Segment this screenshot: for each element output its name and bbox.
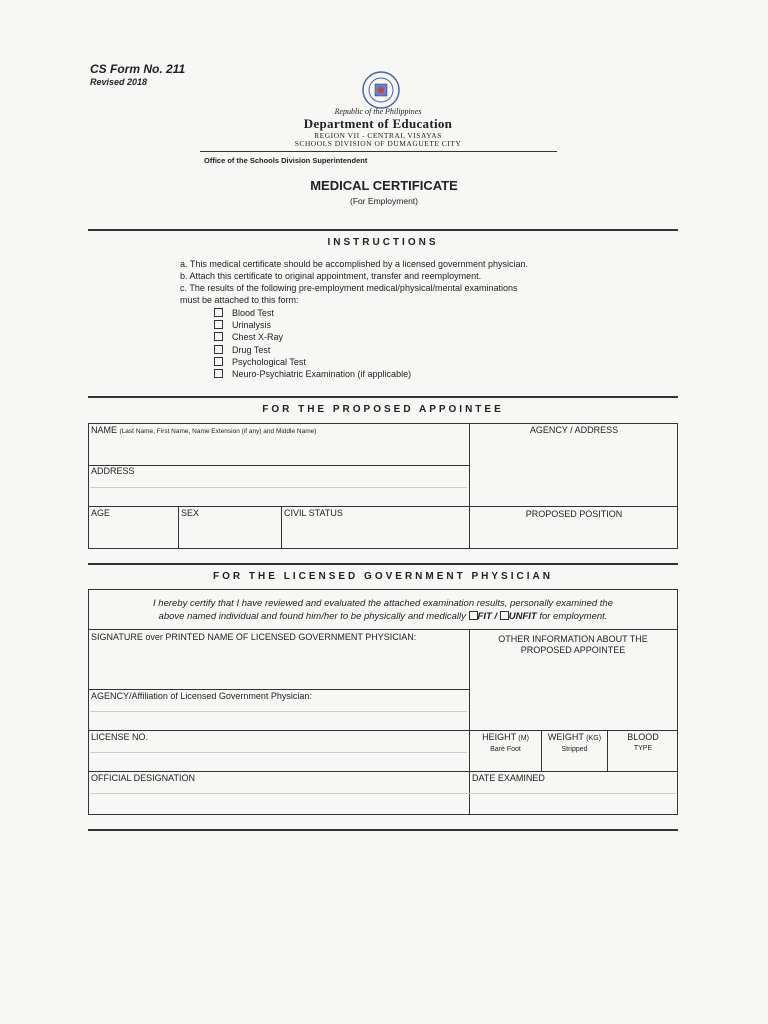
civil-status-field[interactable]: CIVIL STATUS — [284, 508, 343, 518]
appointee-table — [88, 423, 678, 549]
table-divider — [88, 771, 678, 772]
official-designation-field[interactable]: OFFICIAL DESIGNATION — [91, 773, 196, 783]
instruction-b: b. Attach this certificate to original appointment, transfer and reemployment. — [180, 271, 482, 281]
height-field[interactable]: HEIGHT (M) Bare Foot — [482, 732, 529, 753]
instruction-c: c. The results of the following pre-employment medical/physical/mental examinations — [180, 283, 518, 293]
table-divider — [88, 629, 678, 630]
appointee-heading: FOR THE PROPOSED APPOINTEE — [262, 404, 504, 415]
exam-item[interactable]: Urinalysis — [214, 319, 411, 331]
deped-seal-icon — [356, 70, 406, 110]
physician-agency-field[interactable]: AGENCY/Affiliation of Licensed Government Physician: — [91, 691, 312, 701]
exam-item[interactable]: Neuro-Psychiatric Examination (if applicable) — [214, 368, 411, 380]
checkbox-icon[interactable] — [214, 369, 223, 378]
table-divider — [469, 629, 470, 815]
address-field[interactable]: ADDRESS — [91, 466, 135, 476]
form-number: CS Form No. 211 — [90, 62, 186, 76]
page-title: MEDICAL CERTIFICATE — [310, 178, 458, 193]
table-divider — [469, 423, 470, 549]
letterhead-republic: Republic of the Philippines — [334, 107, 422, 116]
blood-type-field[interactable]: BLOOD TYPE — [627, 732, 659, 752]
instruction-c-cont: must be attached to this form: — [180, 295, 299, 305]
age-field[interactable]: AGE — [91, 508, 111, 518]
table-guide — [90, 487, 467, 488]
physician-signature-field[interactable]: SIGNATURE over PRINTED NAME OF LICENSED GOVERNMENT PHYSICIAN: — [91, 632, 417, 642]
exam-checklist — [214, 307, 411, 380]
table-guide — [90, 711, 467, 712]
section-divider — [88, 829, 678, 831]
fit-checkbox-icon[interactable] — [469, 611, 478, 620]
table-divider — [178, 506, 179, 549]
letterhead-divider — [200, 151, 557, 152]
checkbox-icon[interactable] — [214, 308, 223, 317]
name-field[interactable]: NAME (Last Name, First Name, Name Extension (if any) and Middle Name) — [91, 425, 317, 435]
section-divider — [88, 563, 678, 565]
checkbox-icon[interactable] — [214, 320, 223, 329]
exam-item[interactable]: Chest X-Ray — [214, 331, 411, 343]
unfit-checkbox-icon[interactable] — [500, 611, 509, 620]
instructions-heading: INSTRUCTIONS — [327, 237, 439, 248]
form-revision: Revised 2018 — [90, 77, 148, 87]
physician-heading: FOR THE LICENSED GOVERNMENT PHYSICIAN — [213, 571, 553, 582]
table-divider — [281, 506, 282, 549]
table-guide — [90, 793, 676, 794]
checkbox-icon[interactable] — [214, 357, 223, 366]
table-divider — [88, 689, 469, 690]
sex-field[interactable]: SEX — [181, 508, 200, 518]
agency-address-field[interactable]: AGENCY / ADDRESS — [529, 425, 619, 435]
table-divider — [88, 506, 678, 507]
letterhead-department: Department of Education — [303, 116, 453, 131]
exam-item[interactable]: Drug Test — [214, 344, 411, 356]
other-info-field[interactable]: OTHER INFORMATION ABOUT THE PROPOSED APPOINTEE — [498, 634, 648, 655]
table-guide — [90, 752, 467, 753]
table-divider — [88, 730, 678, 731]
office-name: Office of the Schools Division Superintendent — [204, 156, 368, 165]
weight-field[interactable]: WEIGHT (KG) Stripped — [547, 732, 602, 753]
checkbox-icon[interactable] — [214, 345, 223, 354]
page-subtitle: (For Employment) — [349, 196, 418, 206]
license-number-field[interactable]: LICENSE NO. — [91, 732, 149, 742]
exam-item[interactable]: Psychological Test — [214, 356, 411, 368]
proposed-position-field[interactable]: PROPOSED POSITION — [525, 509, 623, 519]
section-divider — [88, 229, 678, 231]
instruction-a: a. This medical certificate should be accomplished by a licensed government physician. — [180, 259, 529, 269]
table-divider — [88, 465, 469, 466]
exam-item[interactable]: Blood Test — [214, 307, 411, 319]
date-examined-field[interactable]: DATE EXAMINED — [472, 773, 545, 783]
certification-statement: I hereby certify that I have reviewed and evaluated the attached examination results, personally examined the above named individual and found him/her to be physically and medically FIT / UNFIT for employment. — [153, 598, 613, 622]
letterhead-region: REGION VII - CENTRAL VISAYAS — [314, 131, 442, 140]
letterhead-division: SCHOOLS DIVISION OF DUMAGUETE CITY — [294, 139, 462, 148]
checkbox-icon[interactable] — [214, 332, 223, 341]
section-divider — [88, 396, 678, 398]
